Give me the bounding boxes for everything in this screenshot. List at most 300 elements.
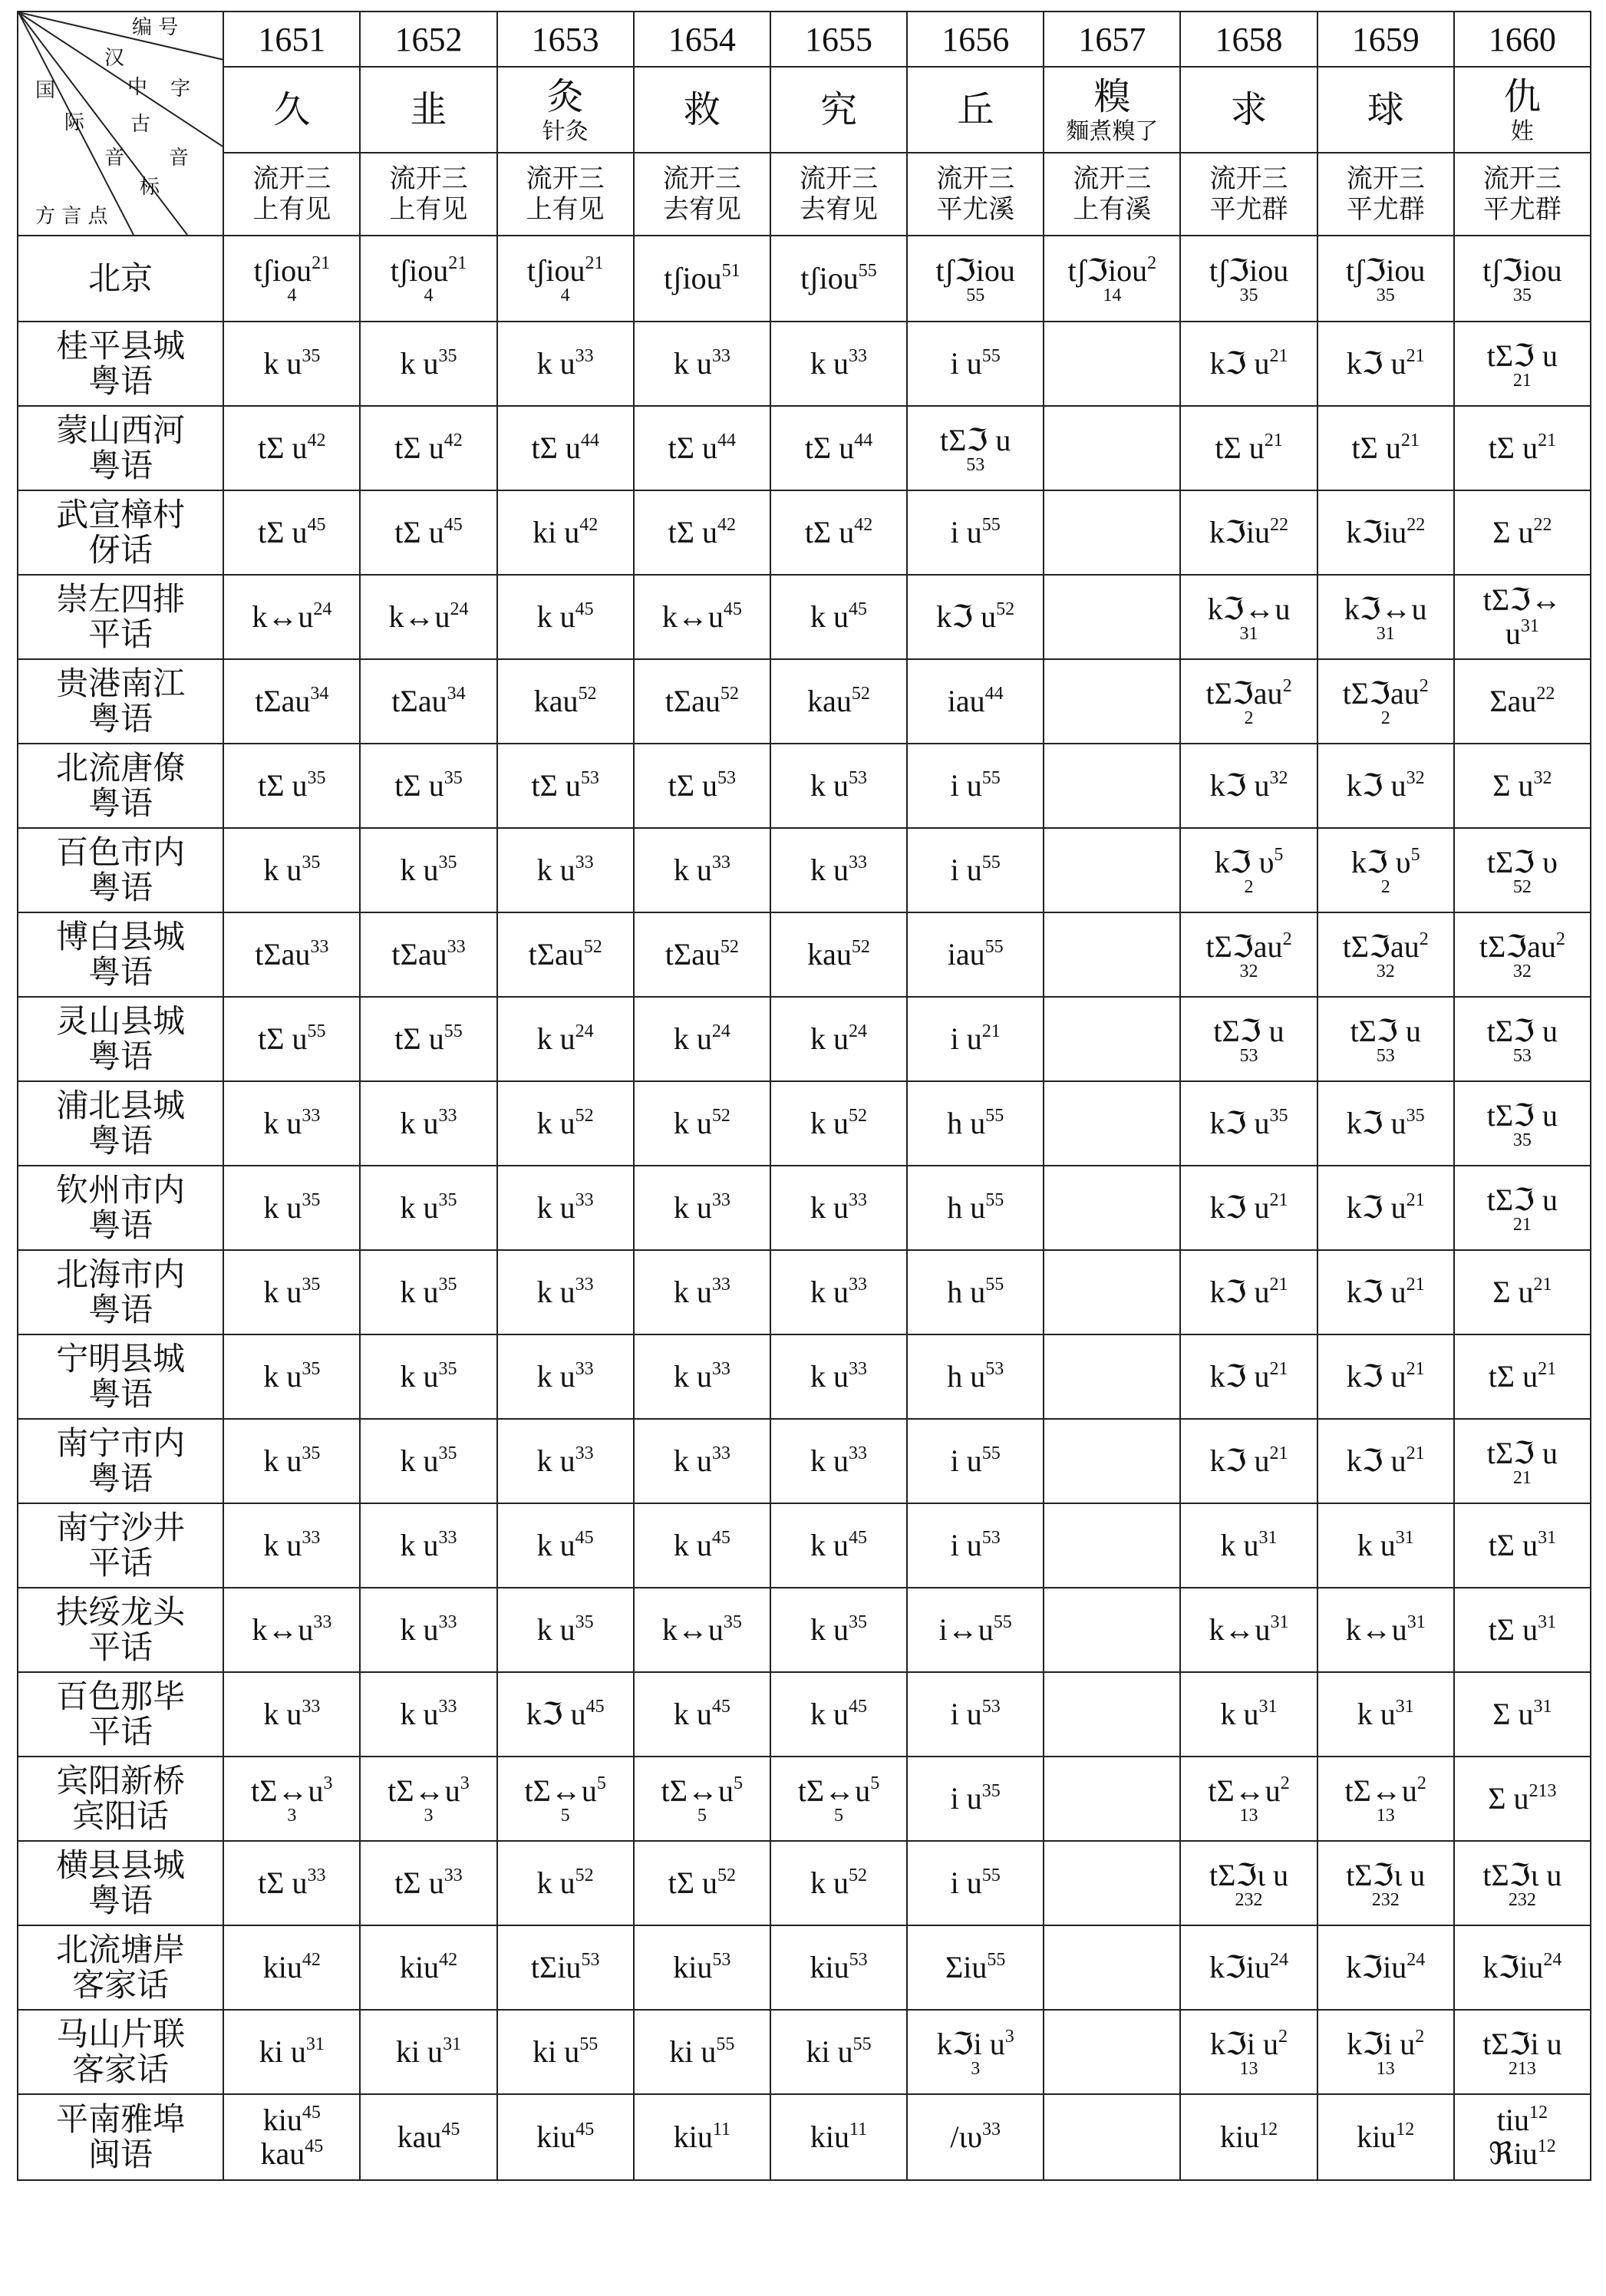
ipa-cell	[497, 997, 634, 1081]
ipa-segment: k u	[810, 768, 849, 803]
ipa-transcription	[498, 1613, 633, 1647]
location-name: 北流唐僚	[56, 749, 186, 787]
middle-chinese-category	[360, 153, 496, 236]
ipa-segment: k u	[810, 1190, 849, 1225]
table-row	[18, 1841, 1591, 1925]
ipa-segment: tʃiou	[253, 253, 312, 288]
ipa-segment: Σ u	[1492, 1275, 1534, 1309]
tone-superscript: 31	[1258, 1528, 1278, 1548]
tone-superscript: 52	[575, 1866, 594, 1885]
ipa-segment: tΣ u	[668, 430, 718, 465]
ipa-segment: i u	[950, 1021, 982, 1056]
dialect-type: 粤语	[88, 1375, 153, 1413]
ipa-transcription	[771, 1275, 906, 1309]
ipa-cell	[497, 1334, 634, 1419]
ipa-segment: k u	[536, 346, 575, 381]
ipa-segment: kℑ u	[1346, 1275, 1406, 1309]
ipa-cell	[1180, 659, 1317, 744]
ipa-cell	[223, 1166, 360, 1250]
tone-subscript: 3	[287, 1806, 297, 1826]
ipa-cell	[634, 912, 770, 997]
dialect-location	[18, 744, 223, 828]
ipa-transcription	[224, 2103, 359, 2137]
corner-header	[18, 12, 223, 236]
ipa-segment: kℑiu	[1482, 1950, 1544, 1984]
column-character	[360, 67, 496, 153]
ipa-transcription	[1455, 1951, 1590, 1984]
ipa-cell	[360, 1419, 496, 1503]
ipa-segment: tΣ u	[531, 430, 581, 465]
ipa-transcription	[1318, 1613, 1453, 1647]
ipa-transcription	[498, 254, 633, 288]
ipa-segment: Σ u	[1492, 768, 1534, 803]
ipa-segment: i u	[950, 1781, 982, 1816]
ipa-segment: tΣℑ u	[940, 423, 1011, 457]
ipa-segment: k u	[400, 1528, 439, 1562]
ipa-cell	[770, 236, 907, 322]
ipa-cell	[770, 997, 907, 1081]
ipa-transcription	[1181, 1275, 1316, 1309]
location-name: 平南雅埠	[56, 2100, 186, 2138]
tone-superscript: 35	[444, 768, 463, 788]
dialect-type: 粤语	[88, 700, 153, 737]
ipa-transcription	[361, 516, 496, 549]
tone-superscript: 3	[323, 1773, 333, 1793]
category-line: 流开三	[936, 163, 1015, 194]
tone-superscript: 55	[981, 1866, 1001, 1885]
ipa-cell	[1044, 1419, 1180, 1503]
ipa-transcription	[1318, 1529, 1453, 1562]
ipa-alternate	[1455, 2137, 1590, 2171]
ipa-segment: tΣ u	[804, 515, 855, 549]
tone-superscript: 53	[981, 1697, 1001, 1717]
ipa-transcription	[361, 1275, 496, 1309]
ipa-cell	[223, 1503, 360, 1588]
tone-superscript: 52	[720, 684, 739, 704]
header-row-characters	[18, 67, 1591, 153]
tone-superscript: 22	[1533, 515, 1552, 535]
tone-subscript: 232	[1508, 1890, 1536, 1910]
tone-superscript: 22	[1536, 684, 1555, 704]
category-line: 流开三	[1073, 163, 1152, 194]
ipa-cell	[497, 1588, 634, 1672]
tone-subscript: 213	[1508, 2059, 1536, 2079]
ipa-segment: tΣ u	[1488, 1612, 1538, 1647]
tone-subscript: 5	[697, 1806, 707, 1826]
tone-superscript: 42	[302, 1950, 321, 1970]
ipa-transcription	[498, 1444, 633, 1478]
tone-superscript: 2	[1280, 1773, 1290, 1793]
dialect-type: 宾阳话	[72, 1797, 170, 1835]
table-row	[18, 1925, 1591, 2010]
tone-superscript: 35	[981, 1781, 1001, 1801]
middle-chinese-category	[1044, 153, 1180, 236]
ipa-transcription	[771, 1866, 906, 1900]
ipa-cell	[1454, 575, 1591, 659]
ipa-segment: tiu	[1496, 2103, 1530, 2137]
tone-superscript: 33	[313, 1612, 332, 1632]
tone-subscript: 31	[1376, 624, 1395, 644]
tone-subscript: 53	[1239, 1046, 1258, 1066]
ipa-segment: tΣau	[664, 684, 721, 718]
ipa-segment: k u	[673, 1021, 712, 1056]
ipa-transcription	[635, 600, 770, 634]
ipa-transcription	[1455, 1437, 1590, 1470]
dialect-location	[18, 1503, 223, 1588]
tone-superscript: 45	[849, 1697, 868, 1717]
tone-superscript: 33	[849, 1359, 868, 1379]
ipa-segment: tΣℑ↔	[1482, 582, 1562, 617]
tone-superscript: 2	[1415, 2027, 1425, 2047]
ipa-transcription	[361, 2035, 496, 2069]
dialect-location	[18, 406, 223, 490]
ipa-cell	[634, 1081, 770, 1166]
tone-superscript: 21	[312, 253, 331, 273]
tone-superscript: 33	[849, 1443, 868, 1463]
tone-subscript: 52	[1512, 877, 1532, 897]
ipa-transcription	[635, 938, 770, 972]
tone-superscript: 32	[1269, 768, 1288, 788]
tone-superscript: 53	[580, 768, 599, 788]
location-name: 北京	[88, 259, 153, 297]
dialect-type: 伢话	[88, 531, 153, 569]
tone-superscript: 52	[578, 684, 597, 704]
ipa-segment: k u	[536, 1866, 575, 1900]
ipa-cell	[1317, 1925, 1454, 2010]
corner-label-ji: 际	[64, 111, 85, 134]
ipa-transcription	[908, 685, 1043, 718]
ipa-transcription	[1318, 769, 1453, 803]
ipa-segment: tΣ u	[804, 430, 855, 465]
ipa-transcription	[224, 1275, 359, 1309]
tone-superscript: 12	[1529, 2103, 1548, 2123]
ipa-cell	[1317, 1672, 1454, 1757]
tone-superscript: 45	[441, 2120, 460, 2139]
ipa-transcription	[224, 685, 359, 718]
tone-superscript: 213	[1529, 1781, 1557, 1801]
tone-superscript: 31	[1270, 1612, 1289, 1632]
ipa-segment: kℑ u	[1346, 1443, 1406, 1478]
ipa-transcription	[771, 769, 906, 803]
ipa-cell	[770, 2094, 907, 2180]
location-name: 灵山县城	[56, 1002, 186, 1040]
tone-superscript: 35	[302, 1190, 321, 1210]
ipa-cell	[223, 2094, 360, 2180]
location-name: 北流塘岸	[56, 1931, 186, 1968]
table-body	[18, 12, 1591, 2180]
ipa-segment: k u	[536, 1612, 575, 1647]
ipa-transcription	[1455, 516, 1590, 549]
ipa-segment: k u	[400, 346, 439, 381]
ipa-cell	[1044, 912, 1180, 997]
tone-superscript: 52	[575, 1106, 594, 1126]
tone-superscript: 33	[711, 346, 730, 366]
tone-superscript: 45	[575, 1528, 594, 1548]
tone-superscript: 24	[849, 1021, 868, 1041]
tone-subscript: 35	[1512, 285, 1532, 305]
ipa-cell	[634, 2010, 770, 2094]
ipa-cell	[1317, 406, 1454, 490]
column-character	[1317, 67, 1454, 153]
ipa-cell	[497, 828, 634, 912]
tone-superscript: 3	[1004, 2027, 1014, 2047]
ipa-segment: tΣ u	[1488, 430, 1538, 465]
dialect-location	[18, 490, 223, 575]
tone-superscript: 35	[438, 853, 457, 873]
tone-superscript: 31	[305, 2034, 325, 2054]
tone-superscript: 55	[858, 261, 877, 281]
ipa-cell	[497, 659, 634, 744]
ipa-transcription	[908, 938, 1043, 972]
ipa-segment: i u	[950, 768, 982, 803]
ipa-transcription	[908, 769, 1043, 803]
ipa-transcription	[1455, 685, 1590, 718]
ipa-cell	[360, 1672, 496, 1757]
ipa-transcription	[1455, 1099, 1590, 1133]
tone-superscript: 45	[723, 599, 742, 619]
corner-label-gu: 古	[130, 113, 151, 136]
tone-superscript: 32	[1533, 768, 1552, 788]
ipa-transcription	[908, 1360, 1043, 1394]
ipa-cell	[907, 2094, 1044, 2180]
tone-superscript: 33	[575, 1443, 594, 1463]
ipa-segment: kau	[807, 937, 852, 972]
ipa-cell	[1180, 1166, 1317, 1250]
tone-superscript: 55	[579, 2034, 599, 2054]
tone-superscript: 21	[1264, 430, 1283, 450]
ipa-cell	[360, 406, 496, 490]
ipa-segment: ℜiu	[1489, 2136, 1538, 2171]
ipa-transcription	[1181, 1859, 1316, 1892]
ipa-cell	[634, 1250, 770, 1334]
ipa-cell	[1317, 1841, 1454, 1925]
tone-superscript: 35	[302, 1275, 321, 1295]
table-row	[18, 1081, 1591, 1166]
ipa-cell	[1454, 1419, 1591, 1503]
ipa-cell	[223, 744, 360, 828]
ipa-cell	[360, 1334, 496, 1419]
tone-superscript: 31	[1538, 1528, 1557, 1548]
category-line: 上有见	[526, 194, 605, 225]
ipa-transcription	[635, 853, 770, 887]
column-character	[1454, 67, 1591, 153]
tone-superscript: 42	[854, 515, 873, 535]
ipa-segment: kiu	[1357, 2120, 1397, 2154]
ipa-cell	[907, 1250, 1044, 1334]
ipa-transcription	[1318, 1774, 1453, 1808]
tone-superscript: 45	[305, 2136, 324, 2156]
ipa-segment: kℑ↔u	[1207, 592, 1291, 626]
ipa-segment: tΣ u	[1488, 1528, 1538, 1562]
tone-subscript: 4	[560, 285, 570, 305]
tone-superscript: 33	[849, 346, 868, 366]
table-row	[18, 236, 1591, 322]
tone-superscript: 21	[1406, 1275, 1425, 1295]
ipa-segment: tʃℑiou	[1067, 253, 1148, 288]
ipa-transcription	[498, 685, 633, 718]
ipa-cell	[770, 912, 907, 997]
tone-superscript: 21	[1269, 1443, 1288, 1463]
tone-superscript: 22	[1270, 515, 1289, 535]
ipa-segment: kiu	[673, 2120, 713, 2154]
tone-superscript: 2	[1282, 929, 1292, 949]
ipa-transcription	[771, 431, 906, 465]
ipa-transcription	[1181, 2120, 1316, 2154]
ipa-cell	[770, 1757, 907, 1841]
ipa-cell	[223, 2010, 360, 2094]
ipa-segment: k u	[810, 1443, 849, 1478]
tone-superscript: 33	[447, 937, 466, 957]
ipa-transcription	[224, 254, 359, 288]
ipa-segment: k u	[810, 1866, 849, 1900]
ipa-cell	[497, 1672, 634, 1757]
tone-superscript: 31	[1258, 1697, 1278, 1717]
ipa-cell	[770, 322, 907, 406]
ipa-segment: kℑ υ	[1214, 845, 1275, 879]
tone-superscript: 53	[849, 1950, 868, 1970]
han-character: 糗	[1093, 75, 1131, 118]
ipa-cell	[1317, 744, 1454, 828]
dialect-type: 粤语	[88, 447, 153, 484]
ipa-cell	[1454, 912, 1591, 997]
ipa-cell	[1180, 1757, 1317, 1841]
ipa-transcription	[635, 1697, 770, 1731]
ipa-cell	[360, 659, 496, 744]
tone-superscript: 24	[450, 599, 469, 619]
tone-superscript: 31	[1538, 1612, 1557, 1632]
ipa-cell	[634, 1925, 770, 2010]
ipa-transcription	[1318, 1697, 1453, 1731]
ipa-transcription	[771, 685, 906, 718]
ipa-transcription	[224, 347, 359, 381]
ipa-transcription	[908, 1613, 1043, 1647]
tone-superscript: 45	[307, 515, 326, 535]
ipa-transcription	[224, 600, 359, 634]
ipa-cell	[1044, 1334, 1180, 1419]
tone-superscript: 33	[575, 1359, 594, 1379]
tone-superscript: 21	[1533, 1275, 1552, 1295]
ipa-segment: kℑ u	[1209, 1443, 1270, 1478]
dialect-location	[18, 912, 223, 997]
tone-superscript: 52	[717, 1866, 737, 1885]
han-character: 求	[1230, 88, 1268, 131]
tone-superscript: 24	[711, 1021, 730, 1041]
tone-superscript: 53	[581, 1950, 600, 1970]
tone-subscript: 2	[1380, 877, 1390, 897]
ipa-segment: k u	[263, 1443, 302, 1478]
dialect-type: 平话	[88, 1713, 153, 1750]
middle-chinese-category	[907, 153, 1044, 236]
ipa-segment: k u	[810, 1359, 849, 1394]
ipa-transcription	[224, 1774, 359, 1808]
dialect-type: 粤语	[88, 1206, 153, 1244]
ipa-cell	[907, 828, 1044, 912]
ipa-cell	[907, 1334, 1044, 1419]
ipa-transcription	[224, 431, 359, 465]
ipa-transcription	[908, 347, 1043, 381]
column-number: 1656	[907, 12, 1044, 67]
ipa-segment: ki u	[669, 2034, 717, 2069]
ipa-cell	[360, 322, 496, 406]
ipa-cell	[223, 1757, 360, 1841]
ipa-alternate	[224, 2137, 359, 2171]
ipa-segment: k u	[673, 853, 712, 887]
ipa-cell	[360, 912, 496, 997]
tone-superscript: 31	[443, 2034, 462, 2054]
ipa-cell	[634, 1419, 770, 1503]
ipa-transcription	[1181, 1951, 1316, 1984]
ipa-cell	[634, 659, 770, 744]
ipa-cell	[1454, 2010, 1591, 2094]
middle-chinese-category	[497, 153, 634, 236]
ipa-cell	[497, 1419, 634, 1503]
tone-superscript: 55	[307, 1021, 326, 1041]
column-number: 1660	[1454, 12, 1591, 67]
dialect-location	[18, 659, 223, 744]
character-note: 针灸	[542, 118, 589, 145]
ipa-cell	[1180, 1841, 1317, 1925]
corner-diagonals	[18, 12, 223, 235]
tone-superscript: 52	[851, 937, 870, 957]
ipa-cell	[1454, 1166, 1591, 1250]
ipa-transcription	[1318, 1360, 1453, 1394]
ipa-cell	[634, 1334, 770, 1419]
ipa-segment: i↔u	[938, 1612, 994, 1647]
tone-superscript: 33	[849, 1275, 868, 1295]
tone-superscript: 21	[1538, 1359, 1557, 1379]
ipa-segment: tΣ u	[258, 515, 308, 549]
ipa-transcription	[908, 516, 1043, 549]
category-line: 流开三	[1209, 163, 1288, 194]
ipa-cell	[907, 236, 1044, 322]
ipa-segment: ki u	[806, 2034, 853, 2069]
ipa-segment: h u	[947, 1359, 986, 1394]
ipa-transcription	[1455, 1275, 1590, 1309]
tone-superscript: 31	[1395, 1528, 1414, 1548]
ipa-segment: kℑ↔u	[1344, 592, 1427, 626]
tone-superscript: 5	[1274, 845, 1284, 865]
tone-superscript: 11	[849, 2120, 868, 2139]
middle-chinese-category	[1454, 153, 1591, 236]
tone-superscript: 2	[1282, 676, 1292, 696]
ipa-cell	[907, 659, 1044, 744]
tone-superscript: 45	[849, 599, 868, 619]
ipa-segment: tʃiou	[664, 261, 722, 295]
tone-superscript: 34	[447, 684, 466, 704]
ipa-cell	[1180, 912, 1317, 997]
ipa-cell	[497, 1250, 634, 1334]
tone-superscript: 45	[711, 1528, 730, 1548]
ipa-segment: k u	[536, 1359, 575, 1394]
ipa-transcription	[1455, 1859, 1590, 1892]
ipa-segment: kℑ υ	[1350, 845, 1411, 879]
ipa-cell	[770, 1250, 907, 1334]
ipa-transcription	[1181, 516, 1316, 549]
ipa-cell	[1180, 1334, 1317, 1419]
tone-superscript: 2	[1278, 2027, 1288, 2047]
tone-superscript: 45	[711, 1697, 730, 1717]
ipa-segment: Σiu	[945, 1950, 988, 1984]
corner-label-han: 汉	[104, 47, 125, 70]
ipa-segment: tΣ u	[394, 1021, 444, 1056]
ipa-transcription	[224, 853, 359, 887]
tone-superscript: 53	[985, 1359, 1004, 1379]
ipa-cell	[223, 912, 360, 997]
ipa-cell	[223, 997, 360, 1081]
header-row-middle-chinese	[18, 153, 1591, 236]
ipa-transcription	[771, 1774, 906, 1808]
ipa-transcription	[635, 1774, 770, 1808]
